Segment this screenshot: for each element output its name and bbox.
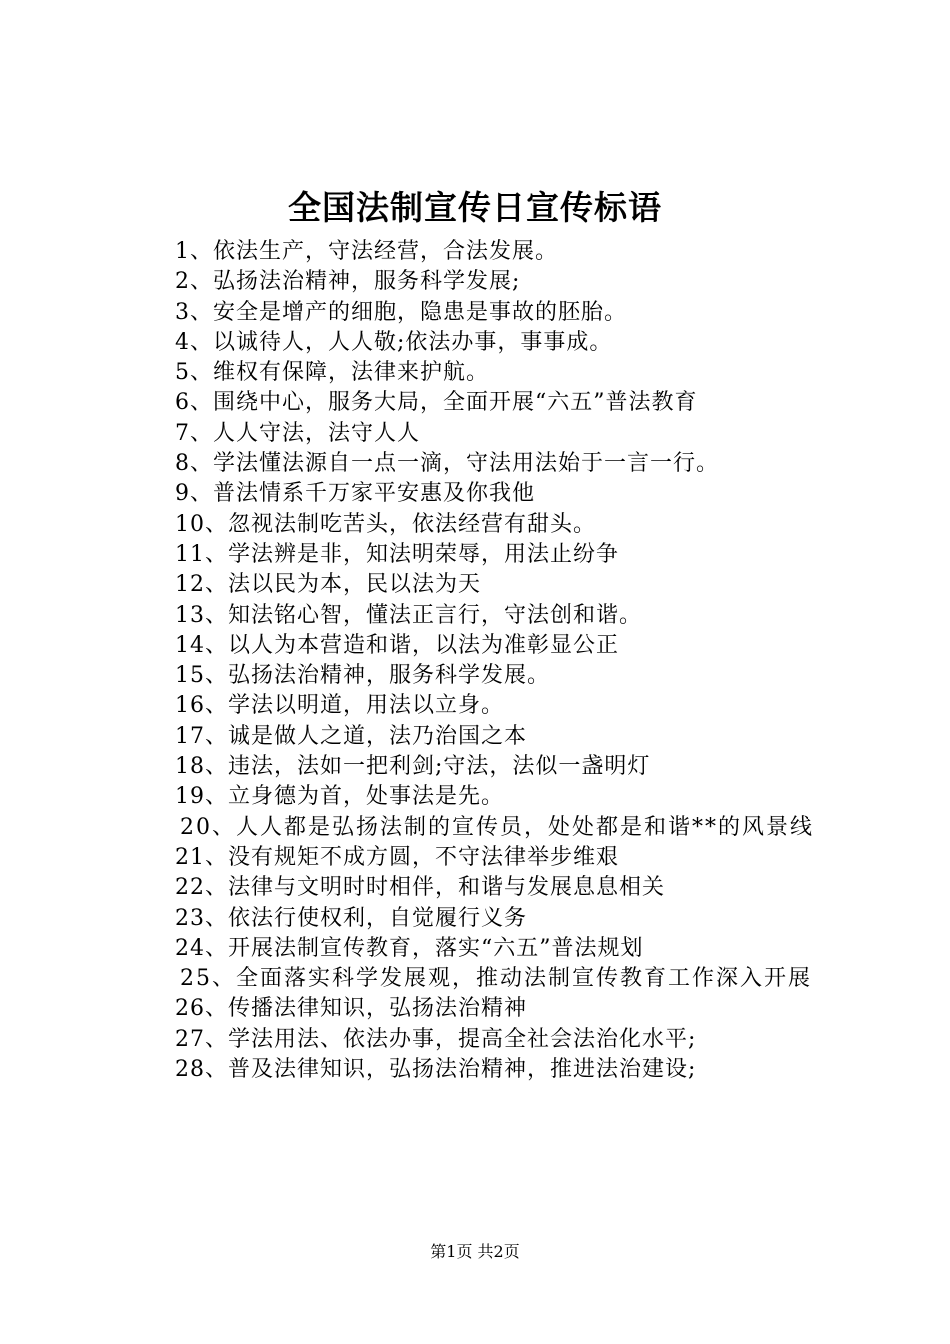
list-item: 4、以诚待人，人人敬;依法办事，事事成。 [175,329,613,355]
list-item: 18、违法，法如一把利剑;守法，法似一盏明灯 [175,754,651,780]
list-item: 2、弘扬法治精神，服务科学发展; [175,269,521,295]
list-item: 22、法律与文明时时相伴，和谐与发展息息相关 [175,875,665,901]
list-item: 9、普法情系千万家平安惠及你我他 [175,481,535,507]
list-item: 25、全面落实科学发展观，推动法制宣传教育工作深入开展 [180,966,812,992]
list-item: 27、学法用法、依法办事，提高全社会法治化水平; [175,1026,697,1052]
list-item: 24、开展法制宣传教育，落实“六五”普法规划 [175,935,644,961]
list-item: 1、依法生产，守法经营，合法发展。 [175,239,558,264]
list-item: 19、立身德为首，处事法是先。 [175,784,504,810]
list-item: 11、学法辨是非，知法明荣辱，用法止纷争 [175,541,619,567]
list-item: 13、知法铭心智，懂法正言行，守法创和谐。 [175,602,642,628]
list-item: 5、维权有保障，法律来护航。 [175,360,489,386]
list-item: 12、法以民为本，民以法为天 [175,572,481,598]
list-item: 16、学法以明道，用法以立身。 [175,693,504,719]
list-item: 7、人人守法，法守人人 [175,420,420,446]
list-item: 14、以人为本营造和谐，以法为准彰显公正 [175,632,619,658]
list-item: 28、普及法律知识，弘扬法治精神，推进法治建设; [175,1057,697,1083]
list-item: 20、人人都是弘扬法制的宣传员，处处都是和谐**的风景线 [180,814,814,840]
list-item: 3、安全是增产的细胞，隐患是事故的胚胎。 [175,299,627,325]
list-item: 8、学法懂法源自一点一滴，守法用法始于一言一行。 [175,451,719,477]
document-title: 全国法制宣传日宣传标语 [288,188,662,227]
list-item: 23、依法行使权利，自觉履行义务 [175,905,527,931]
list-item: 10、忽视法制吃苦头，依法经营有甜头。 [175,511,596,537]
list-item: 17、诚是做人之道，法乃治国之本 [175,723,527,749]
list-item: 21、没有规矩不成方圆，不守法律举步维艰 [175,844,619,870]
list-item: 26、传播法律知识，弘扬法治精神 [175,996,527,1022]
list-item: 6、围绕中心，服务大局，全面开展“六五”普法教育 [175,390,698,416]
list-item: 15、弘扬法治精神，服务科学发展。 [175,663,550,689]
page-footer: 第1页 共2页 [430,1242,520,1261]
slogan-list [130,237,840,1085]
